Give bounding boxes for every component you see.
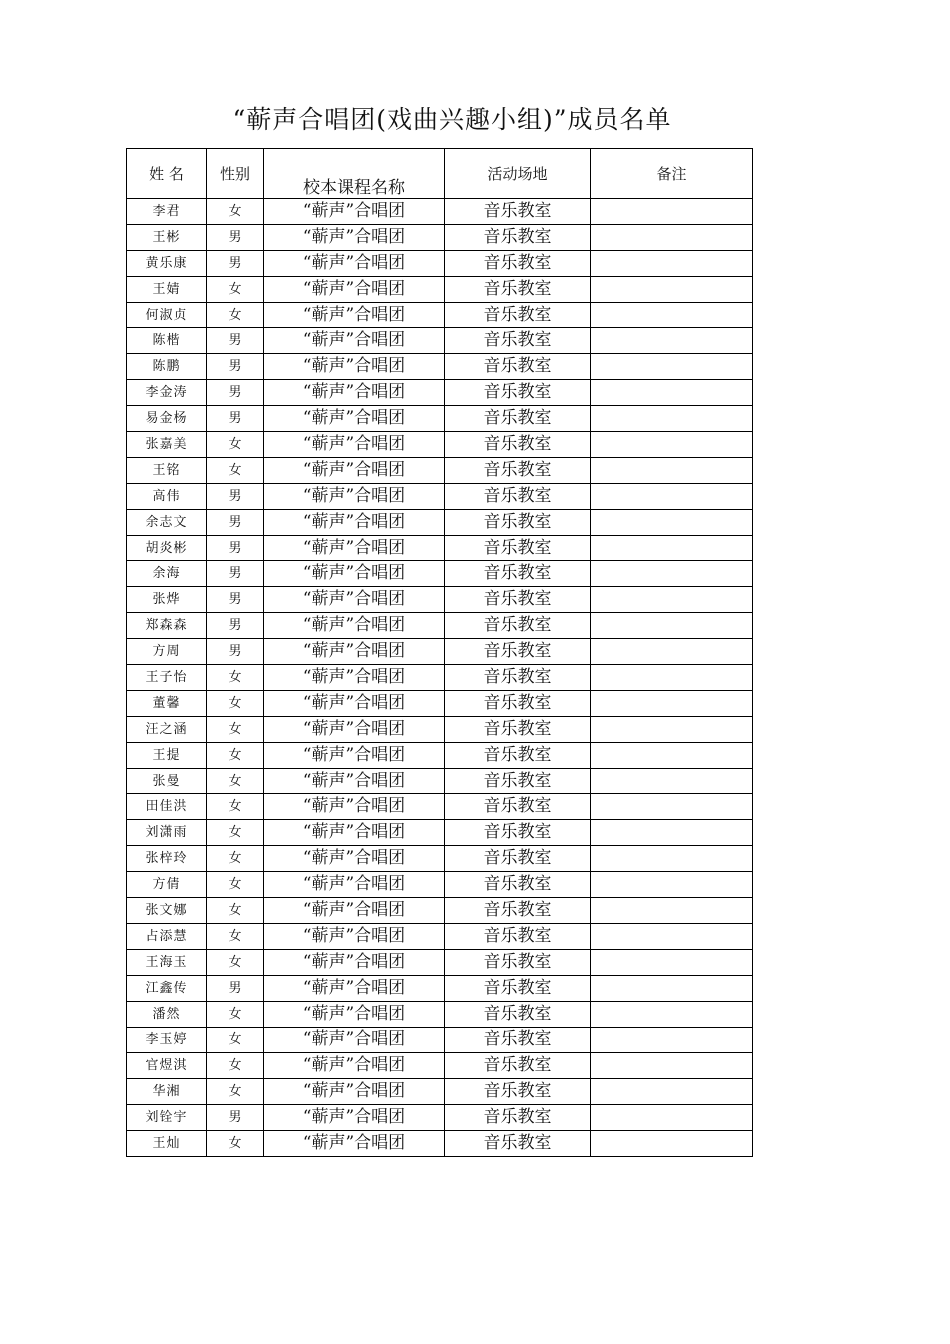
member-venue-cell: 音乐教室	[445, 613, 591, 639]
member-name-cell: 方周	[127, 639, 207, 665]
member-course-cell: “蕲声”合唱团	[264, 1131, 445, 1157]
member-name-cell: 方倩	[127, 872, 207, 898]
member-course-cell: “蕲声”合唱团	[264, 1001, 445, 1027]
table-row	[127, 898, 753, 924]
table-row	[127, 276, 753, 302]
member-gender-cell: 女	[207, 820, 264, 846]
member-course-cell: “蕲声”合唱团	[264, 846, 445, 872]
member-notes-cell	[591, 535, 753, 561]
table-row	[127, 690, 753, 716]
member-notes-cell	[591, 328, 753, 354]
member-course-cell: “蕲声”合唱团	[264, 509, 445, 535]
member-notes-cell	[591, 457, 753, 483]
member-notes-cell	[591, 794, 753, 820]
member-venue-cell: 音乐教室	[445, 898, 591, 924]
member-course-cell: “蕲声”合唱团	[264, 898, 445, 924]
header-notes: 备注	[591, 149, 753, 199]
member-course-cell: “蕲声”合唱团	[264, 457, 445, 483]
member-gender-cell: 女	[207, 872, 264, 898]
member-course-cell: “蕲声”合唱团	[264, 483, 445, 509]
member-name-cell: 王子怡	[127, 665, 207, 691]
member-venue-cell: 音乐教室	[445, 1131, 591, 1157]
table-row	[127, 199, 753, 225]
table-row	[127, 1105, 753, 1131]
member-course-cell: “蕲声”合唱团	[264, 199, 445, 225]
member-name-cell: 汪之涵	[127, 716, 207, 742]
member-gender-cell: 女	[207, 949, 264, 975]
member-notes-cell	[591, 716, 753, 742]
member-course-cell: “蕲声”合唱团	[264, 1079, 445, 1105]
member-course-cell: “蕲声”合唱团	[264, 923, 445, 949]
member-gender-cell: 女	[207, 794, 264, 820]
member-venue-cell: 音乐教室	[445, 665, 591, 691]
member-notes-cell	[591, 1001, 753, 1027]
member-notes-cell	[591, 432, 753, 458]
member-venue-cell: 音乐教室	[445, 975, 591, 1001]
member-name-cell: 黄乐康	[127, 250, 207, 276]
member-course-cell: “蕲声”合唱团	[264, 690, 445, 716]
table-row	[127, 587, 753, 613]
member-name-cell: 田佳洪	[127, 794, 207, 820]
member-venue-cell: 音乐教室	[445, 949, 591, 975]
table-row	[127, 509, 753, 535]
member-course-cell: “蕲声”合唱团	[264, 328, 445, 354]
member-venue-cell: 音乐教室	[445, 1053, 591, 1079]
member-gender-cell: 女	[207, 276, 264, 302]
table-body	[127, 199, 753, 1157]
member-notes-cell	[591, 846, 753, 872]
member-name-cell: 李玉婷	[127, 1027, 207, 1053]
member-course-cell: “蕲声”合唱团	[264, 1053, 445, 1079]
member-name-cell: 张烨	[127, 587, 207, 613]
member-name-cell: 王婧	[127, 276, 207, 302]
member-notes-cell	[591, 380, 753, 406]
table-row	[127, 406, 753, 432]
member-name-cell: 张梓玲	[127, 846, 207, 872]
member-venue-cell: 音乐教室	[445, 535, 591, 561]
member-course-cell: “蕲声”合唱团	[264, 1027, 445, 1053]
member-venue-cell: 音乐教室	[445, 1001, 591, 1027]
member-course-cell: “蕲声”合唱团	[264, 250, 445, 276]
member-course-cell: “蕲声”合唱团	[264, 406, 445, 432]
member-name-cell: 余海	[127, 561, 207, 587]
member-gender-cell: 女	[207, 432, 264, 458]
member-name-cell: 官煜淇	[127, 1053, 207, 1079]
table-row	[127, 1027, 753, 1053]
table-row	[127, 613, 753, 639]
member-gender-cell: 男	[207, 613, 264, 639]
member-name-cell: 王海玉	[127, 949, 207, 975]
member-venue-cell: 音乐教室	[445, 561, 591, 587]
member-venue-cell: 音乐教室	[445, 690, 591, 716]
member-course-cell: “蕲声”合唱团	[264, 587, 445, 613]
member-course-cell: “蕲声”合唱团	[264, 820, 445, 846]
member-venue-cell: 音乐教室	[445, 483, 591, 509]
member-name-cell: 王铭	[127, 457, 207, 483]
member-notes-cell	[591, 613, 753, 639]
table-header-row	[127, 149, 753, 199]
member-course-cell: “蕲声”合唱团	[264, 872, 445, 898]
member-course-cell: “蕲声”合唱团	[264, 535, 445, 561]
member-course-cell: “蕲声”合唱团	[264, 224, 445, 250]
table-row	[127, 224, 753, 250]
member-gender-cell: 女	[207, 457, 264, 483]
member-gender-cell: 男	[207, 224, 264, 250]
table-row	[127, 328, 753, 354]
member-notes-cell	[591, 923, 753, 949]
table-row	[127, 665, 753, 691]
table-row	[127, 535, 753, 561]
table-row	[127, 923, 753, 949]
member-venue-cell: 音乐教室	[445, 250, 591, 276]
table-row	[127, 354, 753, 380]
header-name: 姓 名	[127, 149, 207, 199]
member-name-cell: 王提	[127, 742, 207, 768]
member-venue-cell: 音乐教室	[445, 872, 591, 898]
member-notes-cell	[591, 1079, 753, 1105]
member-name-cell: 董馨	[127, 690, 207, 716]
member-name-cell: 何淑贞	[127, 302, 207, 328]
member-venue-cell: 音乐教室	[445, 457, 591, 483]
member-name-cell: 王彬	[127, 224, 207, 250]
member-gender-cell: 女	[207, 665, 264, 691]
member-roster-table	[126, 148, 753, 1157]
member-venue-cell: 音乐教室	[445, 380, 591, 406]
member-venue-cell: 音乐教室	[445, 432, 591, 458]
member-notes-cell	[591, 872, 753, 898]
member-notes-cell	[591, 898, 753, 924]
member-venue-cell: 音乐教室	[445, 224, 591, 250]
table-row	[127, 768, 753, 794]
member-gender-cell: 男	[207, 639, 264, 665]
member-notes-cell	[591, 820, 753, 846]
member-notes-cell	[591, 406, 753, 432]
member-name-cell: 高伟	[127, 483, 207, 509]
table-row	[127, 846, 753, 872]
member-course-cell: “蕲声”合唱团	[264, 1105, 445, 1131]
member-name-cell: 占添慧	[127, 923, 207, 949]
member-gender-cell: 女	[207, 690, 264, 716]
member-name-cell: 张嘉美	[127, 432, 207, 458]
member-venue-cell: 音乐教室	[445, 742, 591, 768]
member-venue-cell: 音乐教室	[445, 509, 591, 535]
member-name-cell: 陈鹏	[127, 354, 207, 380]
member-gender-cell: 女	[207, 1131, 264, 1157]
member-venue-cell: 音乐教室	[445, 820, 591, 846]
member-gender-cell: 女	[207, 742, 264, 768]
member-course-cell: “蕲声”合唱团	[264, 432, 445, 458]
member-venue-cell: 音乐教室	[445, 354, 591, 380]
table-row	[127, 380, 753, 406]
member-gender-cell: 男	[207, 535, 264, 561]
header-gender: 性别	[207, 149, 264, 199]
member-gender-cell: 女	[207, 923, 264, 949]
member-gender-cell: 男	[207, 975, 264, 1001]
member-notes-cell	[591, 949, 753, 975]
member-notes-cell	[591, 302, 753, 328]
member-name-cell: 胡炎彬	[127, 535, 207, 561]
member-notes-cell	[591, 224, 753, 250]
member-course-cell: “蕲声”合唱团	[264, 302, 445, 328]
member-course-cell: “蕲声”合唱团	[264, 665, 445, 691]
member-gender-cell: 女	[207, 846, 264, 872]
member-venue-cell: 音乐教室	[445, 846, 591, 872]
member-course-cell: “蕲声”合唱团	[264, 768, 445, 794]
table-row	[127, 483, 753, 509]
member-venue-cell: 音乐教室	[445, 639, 591, 665]
member-name-cell: 陈楷	[127, 328, 207, 354]
member-course-cell: “蕲声”合唱团	[264, 794, 445, 820]
member-notes-cell	[591, 768, 753, 794]
member-course-cell: “蕲声”合唱团	[264, 380, 445, 406]
header-course: 校本课程名称	[264, 149, 445, 199]
table-row	[127, 716, 753, 742]
member-name-cell: 刘铨宇	[127, 1105, 207, 1131]
member-venue-cell: 音乐教室	[445, 276, 591, 302]
member-notes-cell	[591, 354, 753, 380]
member-notes-cell	[591, 250, 753, 276]
member-notes-cell	[591, 639, 753, 665]
member-notes-cell	[591, 690, 753, 716]
member-gender-cell: 男	[207, 1105, 264, 1131]
member-venue-cell: 音乐教室	[445, 587, 591, 613]
member-name-cell: 李君	[127, 199, 207, 225]
member-name-cell: 李金涛	[127, 380, 207, 406]
member-venue-cell: 音乐教室	[445, 328, 591, 354]
member-course-cell: “蕲声”合唱团	[264, 716, 445, 742]
table-row	[127, 820, 753, 846]
member-name-cell: 潘然	[127, 1001, 207, 1027]
member-course-cell: “蕲声”合唱团	[264, 639, 445, 665]
member-name-cell: 张曼	[127, 768, 207, 794]
member-gender-cell: 女	[207, 1079, 264, 1105]
member-notes-cell	[591, 1105, 753, 1131]
member-gender-cell: 女	[207, 1027, 264, 1053]
member-gender-cell: 女	[207, 199, 264, 225]
member-venue-cell: 音乐教室	[445, 716, 591, 742]
table-row	[127, 975, 753, 1001]
member-notes-cell	[591, 561, 753, 587]
header-venue: 活动场地	[445, 149, 591, 199]
member-gender-cell: 女	[207, 1001, 264, 1027]
member-gender-cell: 男	[207, 354, 264, 380]
table-row	[127, 872, 753, 898]
member-name-cell: 郑森森	[127, 613, 207, 639]
table-row	[127, 1079, 753, 1105]
member-name-cell: 余志文	[127, 509, 207, 535]
member-venue-cell: 音乐教室	[445, 923, 591, 949]
member-venue-cell: 音乐教室	[445, 1027, 591, 1053]
member-gender-cell: 女	[207, 768, 264, 794]
member-gender-cell: 男	[207, 509, 264, 535]
member-name-cell: 王灿	[127, 1131, 207, 1157]
member-course-cell: “蕲声”合唱团	[264, 742, 445, 768]
member-venue-cell: 音乐教室	[445, 406, 591, 432]
member-name-cell: 江鑫传	[127, 975, 207, 1001]
member-gender-cell: 女	[207, 716, 264, 742]
table-row	[127, 561, 753, 587]
member-notes-cell	[591, 509, 753, 535]
member-name-cell: 华湘	[127, 1079, 207, 1105]
member-gender-cell: 男	[207, 250, 264, 276]
member-course-cell: “蕲声”合唱团	[264, 613, 445, 639]
member-gender-cell: 男	[207, 380, 264, 406]
member-course-cell: “蕲声”合唱团	[264, 354, 445, 380]
member-course-cell: “蕲声”合唱团	[264, 949, 445, 975]
member-name-cell: 易金杨	[127, 406, 207, 432]
member-notes-cell	[591, 742, 753, 768]
member-course-cell: “蕲声”合唱团	[264, 276, 445, 302]
member-venue-cell: 音乐教室	[445, 1079, 591, 1105]
member-course-cell: “蕲声”合唱团	[264, 975, 445, 1001]
table-row	[127, 639, 753, 665]
member-venue-cell: 音乐教室	[445, 1105, 591, 1131]
table-row	[127, 794, 753, 820]
table-row	[127, 432, 753, 458]
page-title: “蕲声合唱团(戏曲兴趣小组)”成员名单	[232, 105, 672, 134]
member-venue-cell: 音乐教室	[445, 768, 591, 794]
member-gender-cell: 男	[207, 328, 264, 354]
member-name-cell: 刘潇雨	[127, 820, 207, 846]
member-notes-cell	[591, 483, 753, 509]
member-gender-cell: 男	[207, 406, 264, 432]
table-row	[127, 1053, 753, 1079]
member-gender-cell: 女	[207, 1053, 264, 1079]
table-row	[127, 302, 753, 328]
member-gender-cell: 男	[207, 483, 264, 509]
member-gender-cell: 女	[207, 302, 264, 328]
table-row	[127, 949, 753, 975]
member-course-cell: “蕲声”合唱团	[264, 561, 445, 587]
member-notes-cell	[591, 276, 753, 302]
member-gender-cell: 女	[207, 898, 264, 924]
member-notes-cell	[591, 665, 753, 691]
member-name-cell: 张文娜	[127, 898, 207, 924]
table-row	[127, 250, 753, 276]
member-notes-cell	[591, 1131, 753, 1157]
table-row	[127, 1001, 753, 1027]
member-venue-cell: 音乐教室	[445, 199, 591, 225]
member-notes-cell	[591, 1053, 753, 1079]
member-venue-cell: 音乐教室	[445, 794, 591, 820]
member-notes-cell	[591, 1027, 753, 1053]
table-row	[127, 1131, 753, 1157]
table-row	[127, 457, 753, 483]
member-venue-cell: 音乐教室	[445, 302, 591, 328]
member-gender-cell: 男	[207, 587, 264, 613]
member-notes-cell	[591, 199, 753, 225]
member-notes-cell	[591, 975, 753, 1001]
table-row	[127, 742, 753, 768]
member-notes-cell	[591, 587, 753, 613]
member-gender-cell: 男	[207, 561, 264, 587]
